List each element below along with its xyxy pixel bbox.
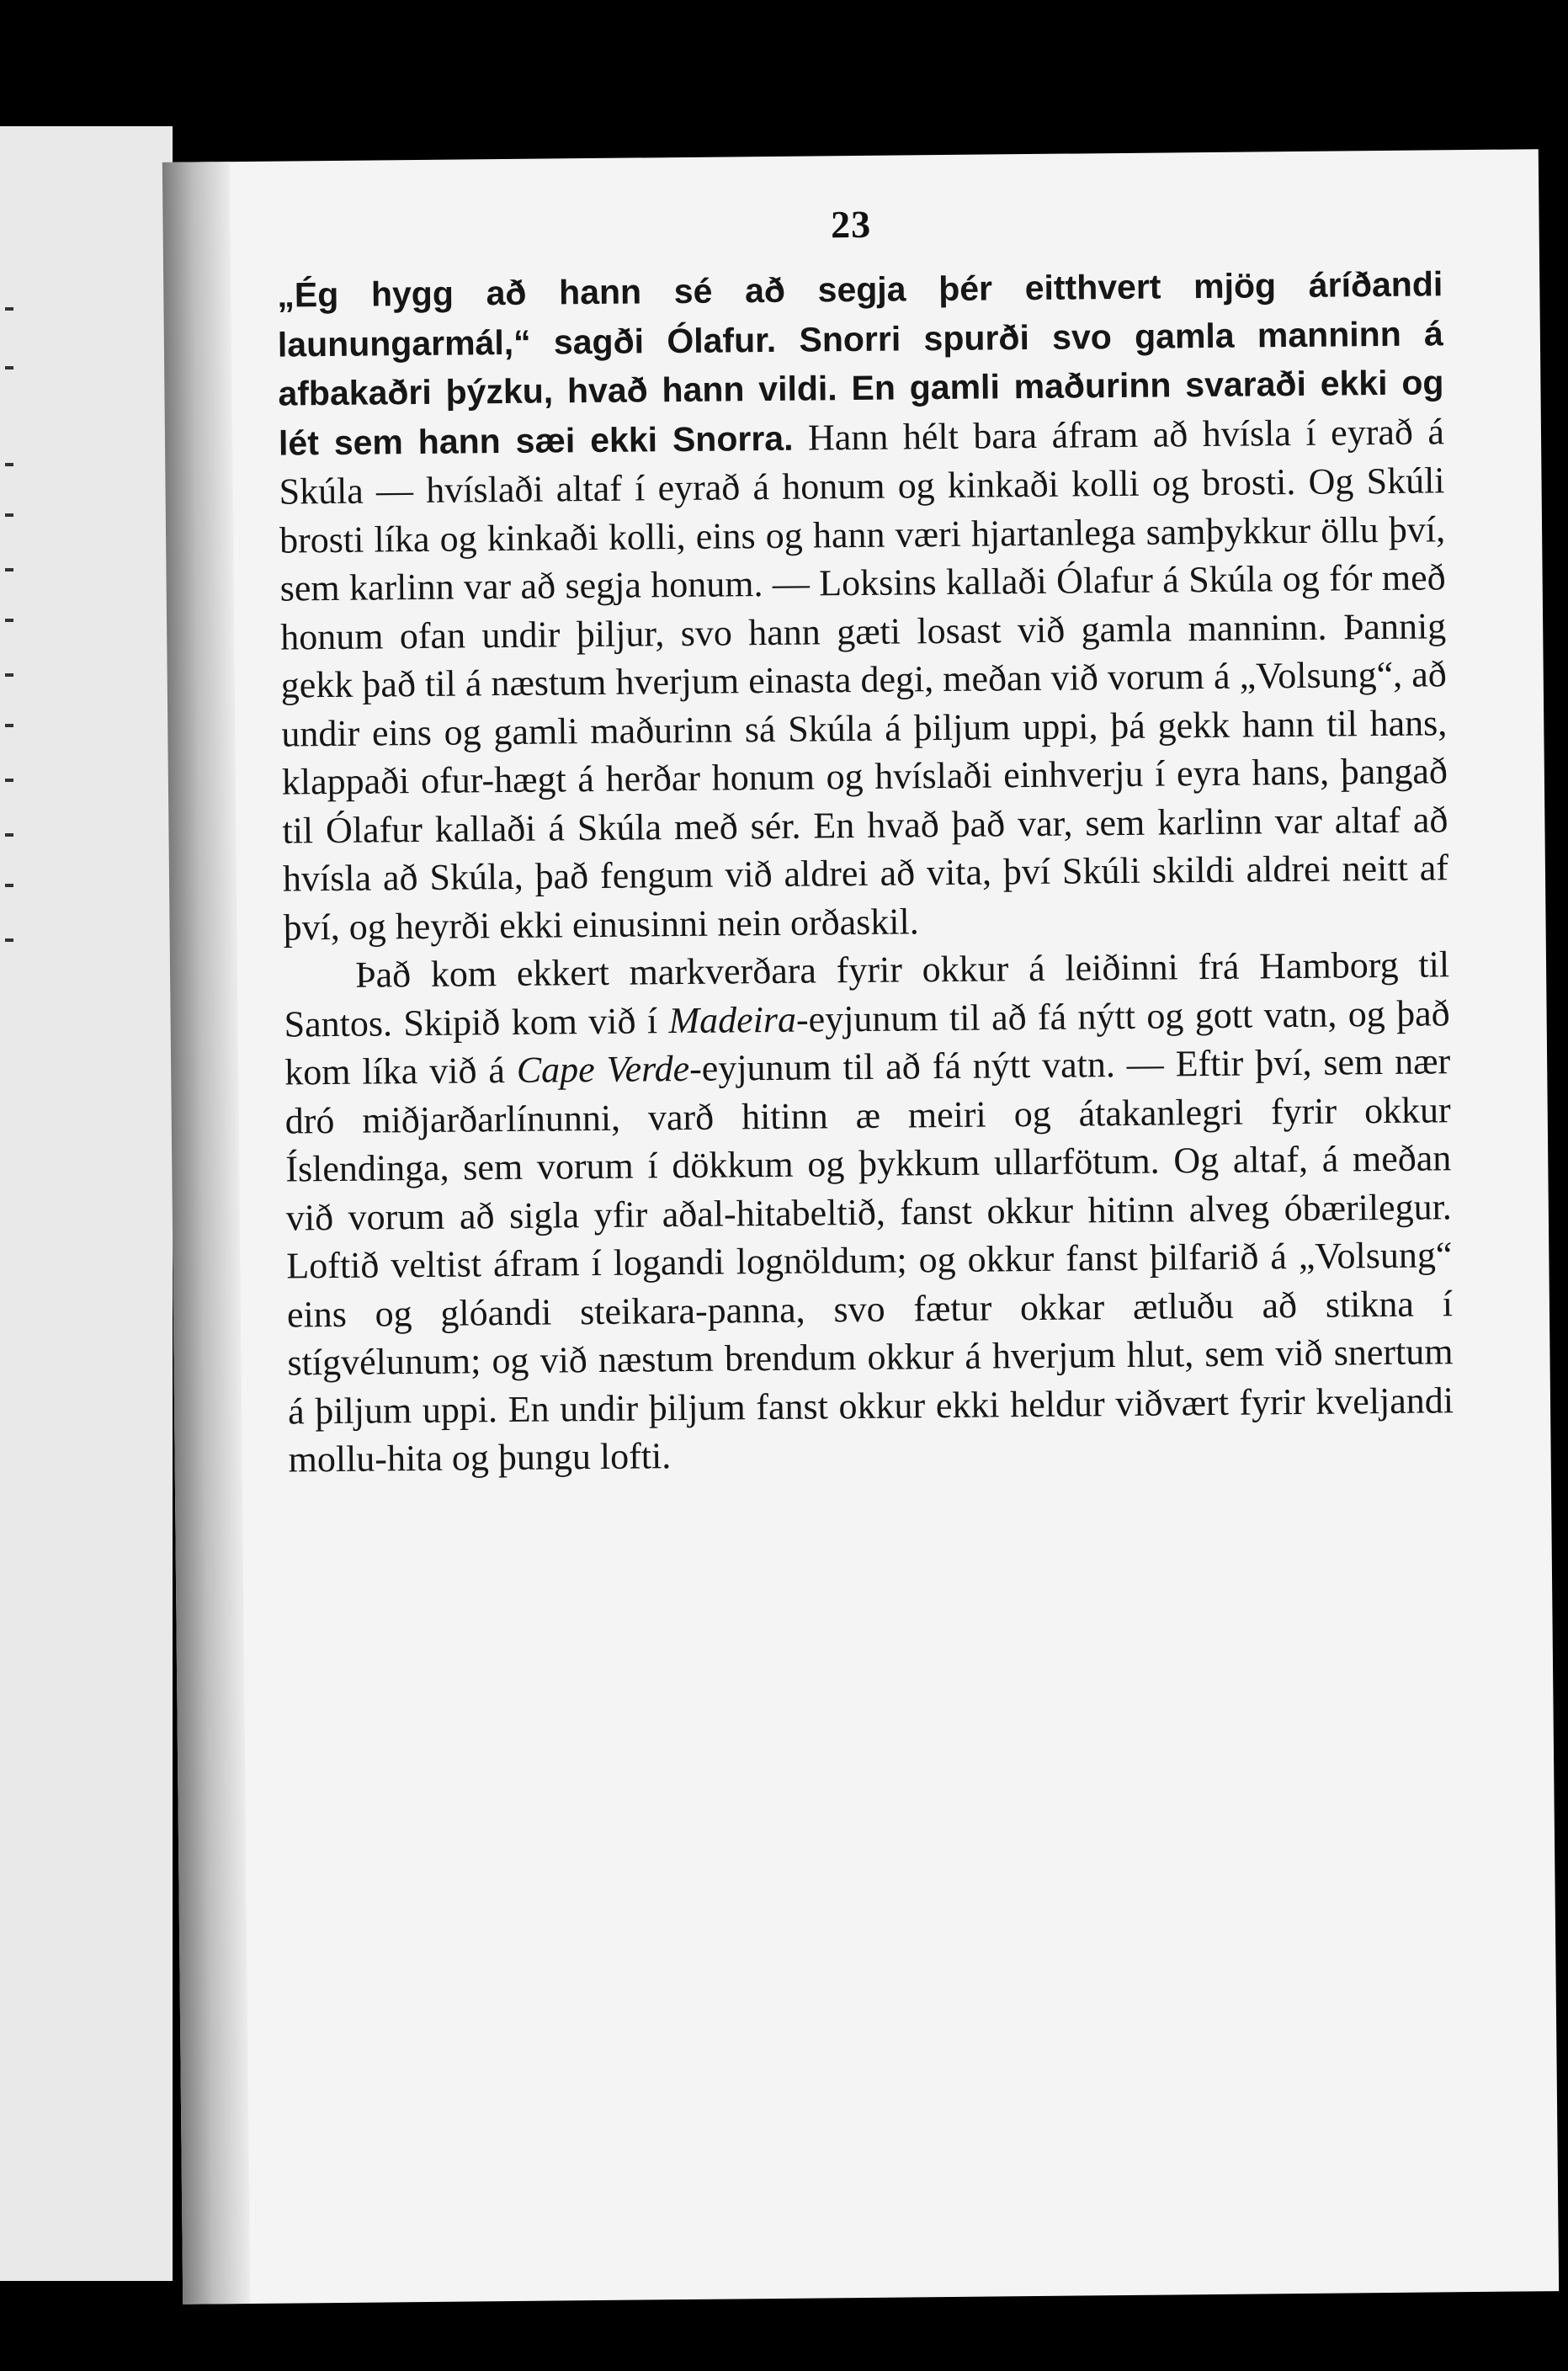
left-page-text-fragment — [5, 938, 13, 942]
text-segment: Hann hélt bara áfram að hvísla í eyrað á Skúla — hvíslaði altaf í eyrað á honum og kinkaði kolli og brosti. Og Skúli brosti líka og kinkaði kolli, eins og hann væri hjartanlega samþykkur öllu því, sem karlinn var að segja honum. — Loksins kallaði Ólafur á Skúla og fór með honum ofan undir þiljur, svo hann gæti losast við gamla manninn. Þannig gekk það til á næstum hverjum einasta degi, meðan við vorum á „Volsung“, að undir eins og gamli maðurinn sá Skúla á þiljum uppi, þá gekk hann til hans, klappaði ofur-hægt á herðar honum og hvíslaði einhverju í eyra hans, þangað til Ólafur kallaði á Skúla með sér. En hvað það var, sem karlinn var altaf að hvísla að Skúla, það fengum við aldrei að vita, því Skúli skildi aldrei neitt af því, og heyrði ekki einusinni nein orðaskil. — [279, 410, 1449, 949]
text-segment: Það kom ekkert markverðara fyrir okkur á leiðinni frá Hamborg til Santos. Skipið kom við í — [284, 944, 1450, 1045]
page-body-text — [277, 259, 1454, 1484]
left-page-text-fragment — [5, 779, 13, 782]
left-page-text-fragment — [5, 833, 13, 837]
text-segment: -eyjunum til að fá nýtt vatn. — Eftir því, sem nær dró miðjarðarlínunni, varð hitinn æ meiri og átakanlegri fyrir okkur Íslendinga, sem vorum í dökkum og þykkum ullarfötum. Og altaf, á meðan við vorum að sigla yfir aðal-hitabeltið, fanst okkur hitinn alveg óbærilegur. Loftið veltist áfram í logandi lognöldum; og okkur fanst þilfarið á „Volsung“ eins og glóandi steikara-panna, svo fætur okkar ætluðu að stikna í stígvélunum; og við næstum brendum okkur á hverjum hlut, sem við snertum á þiljum uppi. En undir þiljum fanst okkur ekki heldur viðvært fyrir kveljandi mollu-hita og þungu lofti. — [284, 1040, 1454, 1481]
left-page-text-fragment — [5, 884, 13, 887]
left-page-edge — [0, 126, 173, 2281]
left-page-text-fragment — [5, 513, 13, 517]
page-number: 23 — [830, 202, 872, 247]
text-segment: -eyjunum til að fá nýtt og gott vatn, og það kom líka við á — [284, 991, 1450, 1093]
left-page-text-fragment — [5, 307, 13, 311]
text-segment-italic: Cape Verde — [516, 1047, 690, 1091]
book-spine-shadow — [162, 162, 250, 2305]
paragraph — [284, 940, 1454, 1484]
left-page-text-fragment — [5, 673, 13, 677]
left-page-text-fragment — [5, 366, 13, 369]
left-page-text-fragment — [5, 724, 13, 727]
book-page — [162, 149, 1559, 2305]
text-segment: „Ég hygg að hann sé að segja þér eitthvert mjög áríðandi launungarmál,“ sagði Ólafur. Snorri spurði svo gamla manninn á afbakaðri þýzku, hvað hann vildi. En gamli maðurinn svaraði ekki og lét sem hann sæi ekki Snorra. — [277, 264, 1444, 463]
left-page-text-fragment — [5, 568, 13, 571]
text-segment-italic: Madeira — [668, 998, 797, 1041]
left-page-text-fragment — [5, 619, 13, 622]
paragraph — [277, 259, 1449, 951]
left-page-text-fragment — [5, 463, 13, 466]
